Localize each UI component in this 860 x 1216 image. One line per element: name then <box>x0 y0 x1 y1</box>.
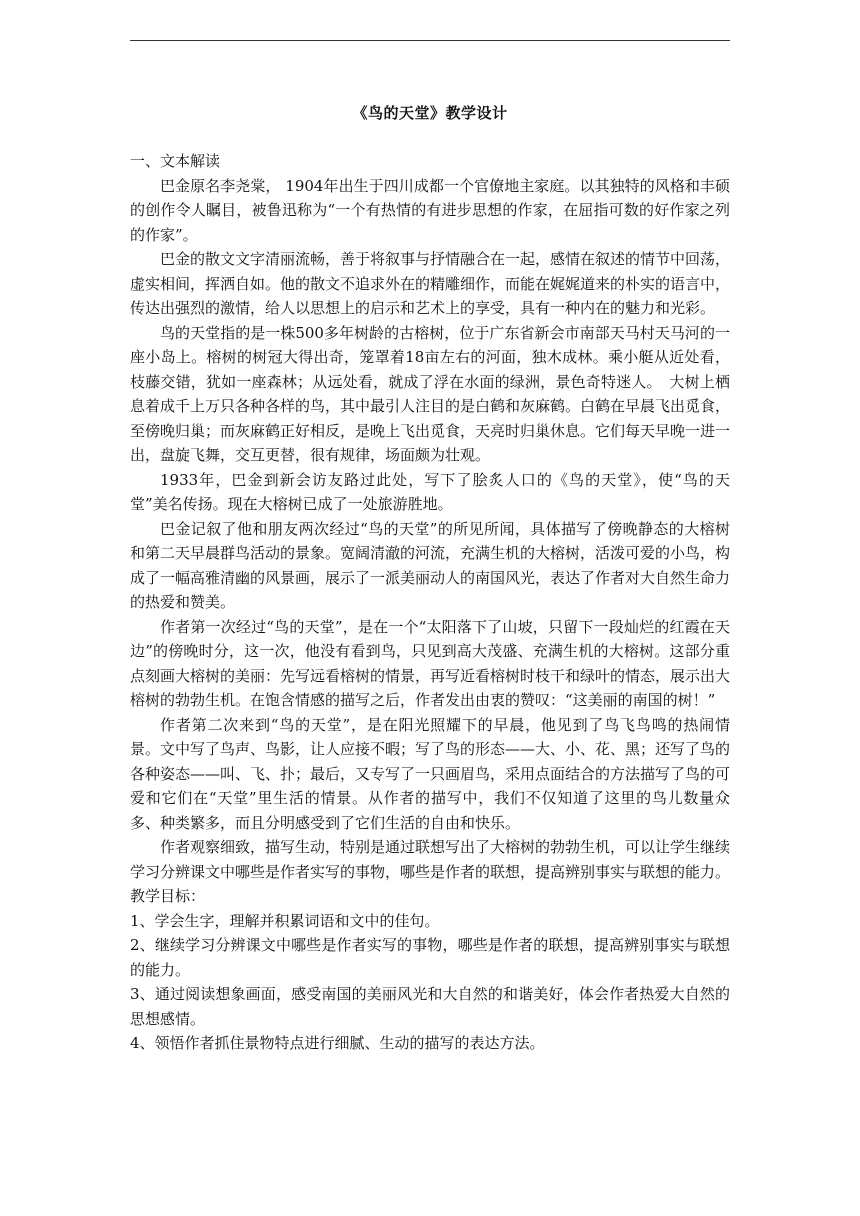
paragraph: 作者观察细致，描写生动，特别是通过联想写出了大榕树的勃勃生机，可以让学生继续学习分辨课文中哪些是作者实写的事物，哪些是作者的联想，提高辨别事实与联想的能力。 <box>130 838 731 881</box>
document-body <box>130 101 730 1056</box>
paragraph: 1933年，巴金到新会访友路过此处，写下了脍炙人口的《鸟的天堂》，使“鸟的天堂”美名传扬。现在大榕树已成了一处旅游胜地。 <box>130 470 730 513</box>
paragraph: 作者第一次经过“鸟的天堂”，是在一个“太阳落下了山坡，只留下一段灿烂的红霞在天边”的傍晚时分，这一次，他没有看到鸟，只见到高大茂盛、充满生机的大榕树。这部分重点刻画大榕树的美丽：先写远看榕树的情景，再写近看榕树时枝干和绿叶的情态，展示出大榕树的勃勃生机。在饱含情感的描写之后，作者发出由衷的赞叹：“这美丽的南国的树！” <box>130 617 731 709</box>
section-heading-text-analysis: 一、文本解读 <box>130 152 221 170</box>
goal-item: 1、学会生字，理解并积累词语和文中的佳句。 <box>130 911 440 930</box>
header-rule <box>130 40 730 41</box>
paragraph: 巴金记叙了他和朋友两次经过“鸟的天堂”的所见所闻，具体描写了傍晚静态的大榕树和第二天早晨群鸟活动的景象。宽阔清澈的河流，充满生机的大榕树，活泼可爱的小鸟，构成了一幅高雅清幽的风景画，展示了一派美丽动人的南国风光，表达了作者对大自然生命力的热爱和赞美。 <box>130 519 731 611</box>
paragraph: 巴金原名李尧棠， 1904年出生于四川成都一个官僚地主家庭。以其独特的风格和丰硕的创作令人瞩目，被鲁迅称为“一个有热情的有进步思想的作家，在屈指可数的好作家之列的作家”。 <box>130 176 730 244</box>
goal-item: 3、通过阅读想象画面，感受南国的美丽风光和大自然的和谐美好，体会作者热爱大自然的思想感情。 <box>130 985 730 1028</box>
paragraph: 鸟的天堂指的是一株500多年树龄的古榕树，位于广东省新会市南部天马村天马河的一座小岛上。榕树的树冠大得出奇，笼罩着18亩左右的河面，独木成林。乘小艇从近处看，枝藤交错，犹如一座森林；从远处看，就成了浮在水面的绿洲，景色奇特迷人。 大树上栖息着成千上万只各种各样的鸟，其中最引人注目的是白鹤和灰麻鹤。白鹤在早晨飞出觅食，至傍晚归巢；而灰麻鹤正好相反，是晚上飞出觅食，天亮时归巢休息。它们每天早晚一进一出，盘旋飞舞，交互更替，很有规律，场面颇为壮观。 <box>130 323 731 464</box>
paragraph: 巴金的散文文字清丽流畅，善于将叙事与抒情融合在一起，感情在叙述的情节中回荡，虚实相间，挥洒自如。他的散文不追求外在的精雕细作，而能在娓娓道来的朴实的语言中，传达出强烈的激情，给人以思想上的启示和艺术上的享受，具有一种内在的魅力和光彩。 <box>130 250 731 317</box>
section-heading-teaching-goals: 教学目标： <box>130 887 206 905</box>
paragraph: 作者第二次来到“鸟的天堂”，是在阳光照耀下的早晨，他见到了鸟飞鸟鸣的热闹情景。文中写了鸟声、鸟影，让人应接不暇；写了鸟的形态——大、小、花、黑；还写了鸟的各种姿态——叫、飞、扑；最后，又专写了一只画眉鸟，采用点面结合的方法描写了鸟的可爱和它们在“天堂”里生活的情景。从作者的描写中，我们不仅知道了这里的鸟儿数量众多、种类繁多，而且分明感受到了它们生活的自由和快乐。 <box>130 715 731 832</box>
goal-item: 4、领悟作者抓住景物特点进行细腻、生动的描写的表达方法。 <box>130 1034 545 1052</box>
document-title: 《鸟的天堂》教学设计 <box>352 104 508 122</box>
goal-item: 2、继续学习分辨课文中哪些是作者实写的事物，哪些是作者的联想，提高辨别事实与联想的能力。 <box>130 936 730 979</box>
